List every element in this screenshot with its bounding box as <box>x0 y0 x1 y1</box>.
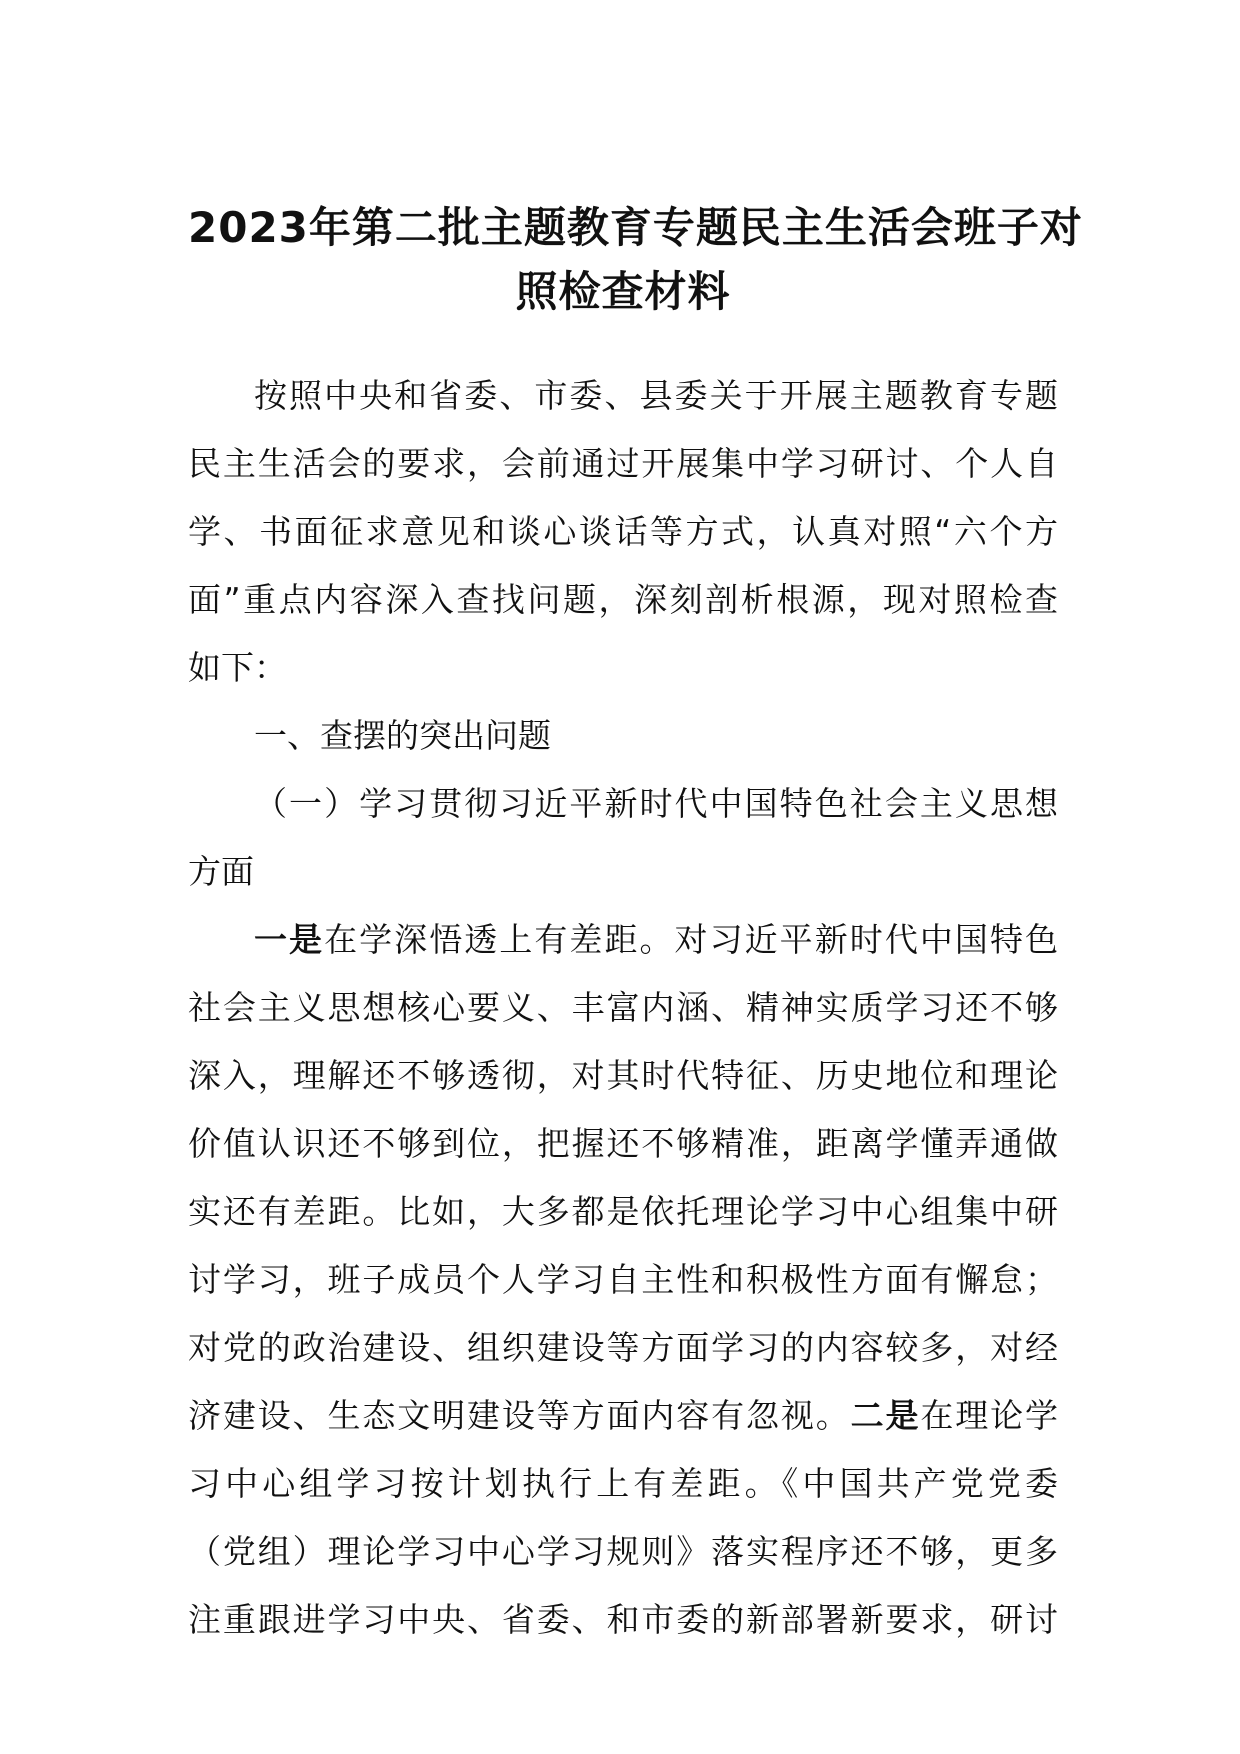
body-line-8-tail: 在理论学 <box>920 1396 1058 1435</box>
body-line-9: 习中心组学习按计划执行上有差距。《中国共产党党委 <box>188 1464 1058 1503</box>
body-line-3: 深入，理解还不够透彻，对其时代特征、历史地位和理论 <box>188 1056 1058 1095</box>
body-line-8 <box>188 1382 1058 1450</box>
point-two-label: 二是 <box>850 1396 921 1435</box>
body-line-10: （党组）理论学习中心学习规则》落实程序还不够，更多 <box>188 1532 1058 1571</box>
subsection-heading-line-2: 方面 <box>188 852 254 891</box>
document-body <box>188 362 1058 1654</box>
body-line-11: 注重跟进学习中央、省委、和市委的新部署新要求，研讨 <box>188 1600 1058 1639</box>
body-line-5: 实还有差距。比如，大多都是依托理论学习中心组集中研 <box>188 1192 1058 1231</box>
section-heading: 一、查摆的突出问题 <box>254 716 551 755</box>
body-line-1 <box>188 906 1058 974</box>
title-line-2: 照检查材料 <box>515 267 731 316</box>
body-line-1-text: 在学深悟透上有差距。对习近平新时代中国特色 <box>324 920 1059 959</box>
body-line-8-text: 济建设、生态文明建设等方面内容有忽视。 <box>188 1396 851 1435</box>
intro-line-4: 面”重点内容深入查找问题，深刻剖析根源，现对照检查 <box>188 580 1058 619</box>
body-line-2: 社会主义思想核心要义、丰富内涵、精神实质学习还不够 <box>188 988 1058 1027</box>
body-line-7: 对党的政治建设、组织建设等方面学习的内容较多，对经 <box>188 1328 1058 1367</box>
body-line-4: 价值认识还不够到位，把握还不够精准，距离学懂弄通做 <box>188 1124 1058 1163</box>
intro-line-3: 学、书面征求意见和谈心谈话等方式，认真对照“六个方 <box>188 512 1058 551</box>
subsection-heading-line-1: （一）学习贯彻习近平新时代中国特色社会主义思想 <box>254 784 1058 823</box>
intro-line-2: 民主生活会的要求，会前通过开展集中学习研讨、个人自 <box>188 444 1058 483</box>
title-line-1: 2023年第二批主题教育专题民主生活会班子对 <box>188 203 1083 252</box>
intro-line-5: 如下： <box>188 648 287 687</box>
intro-line-1: 按照中央和省委、市委、县委关于开展主题教育专题 <box>254 376 1058 415</box>
document-title <box>188 196 1083 324</box>
point-one-label: 一是 <box>254 920 325 959</box>
body-line-6: 讨学习，班子成员个人学习自主性和积极性方面有懈怠； <box>188 1260 1058 1299</box>
